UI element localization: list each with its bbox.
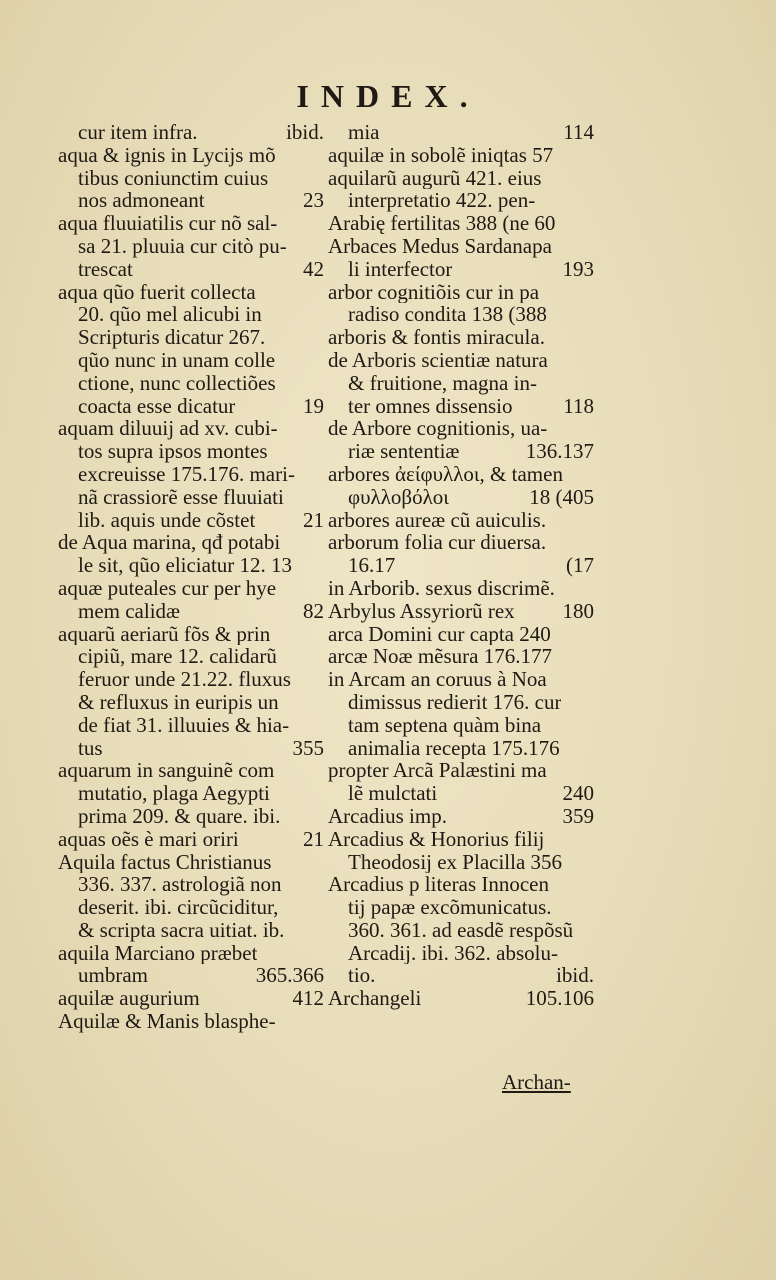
- entry-text: Arbylus Assyriorũ rex: [328, 599, 515, 623]
- index-entry-line: [58, 577, 324, 600]
- entry-text: aquilæ in sobolẽ iniqtas 57: [328, 143, 554, 167]
- page-reference: 18 (405: [529, 485, 594, 509]
- entry-text: interpretatio 422. pen-: [348, 189, 536, 213]
- index-entry-line: [328, 189, 594, 212]
- entry-text: Arbaces Medus Sardanapa: [328, 234, 552, 258]
- entry-text: 16.17: [348, 554, 396, 577]
- index-entry-line: [58, 759, 324, 782]
- page-reference: 42: [303, 257, 324, 281]
- page-reference: 118: [563, 394, 594, 418]
- entry-text: lẽ mulctati: [348, 782, 438, 805]
- index-entry-line: [58, 851, 324, 874]
- entry-text: Theodosij ex Placilla 356: [348, 850, 563, 874]
- index-entry-line: [328, 486, 594, 509]
- entry-text: trescat: [78, 257, 133, 281]
- entry-text: arboris & fontis miracula.: [328, 326, 545, 349]
- page-reference: 82: [303, 599, 324, 623]
- index-entry-line: [58, 600, 324, 623]
- index-entry-line: [328, 577, 594, 600]
- entry-text: aquas oẽs è mari oriri: [58, 827, 239, 851]
- entry-text: de Arbore cognitionis, ua-: [328, 417, 548, 441]
- index-entry-line: [328, 942, 594, 965]
- entry-text: ctione, nunc collectiões: [78, 371, 276, 395]
- index-entry-line: [58, 691, 324, 714]
- index-entry-line: [328, 303, 594, 326]
- index-entry-line: [58, 121, 324, 144]
- index-entry-line: [58, 896, 324, 919]
- index-entry-line: [58, 440, 324, 463]
- entry-text: de Aqua marina, qđ potabi: [58, 531, 281, 555]
- entry-text: le sit, qũo eliciatur 12. 13: [78, 554, 293, 577]
- index-entry-line: [328, 531, 594, 554]
- page-reference: 359: [562, 804, 594, 828]
- entry-text: aquam diluuij ad xv. cubi-: [58, 417, 278, 441]
- index-entry-line: [328, 281, 594, 304]
- index-entry-line: [328, 919, 594, 942]
- page-reference: 21: [303, 508, 324, 532]
- entry-text: excreuisse 175.176. mari-: [78, 462, 295, 486]
- entry-text: propter Arcã Palæstini ma: [328, 759, 547, 783]
- entry-text: animalia recepta 175.176: [348, 736, 560, 760]
- page-reference: 114: [563, 121, 594, 144]
- entry-text: 336. 337. astrologiã non: [78, 873, 282, 897]
- page-reference: 355: [292, 736, 324, 760]
- index-entry-line: [328, 737, 594, 760]
- index-entry-line: [58, 303, 324, 326]
- index-entry-line: [58, 828, 324, 851]
- index-entry-line: [58, 737, 324, 760]
- entry-text: nos admoneant: [78, 189, 205, 213]
- page-reference: ibid.: [556, 964, 594, 988]
- index-entry-line: [328, 645, 594, 668]
- page-reference: 136.137: [525, 440, 594, 463]
- index-entry-line: [58, 554, 324, 577]
- index-entry-line: [328, 167, 594, 190]
- entry-text: tos supra ipsos montes: [78, 440, 268, 463]
- index-entry-line: [58, 987, 324, 1010]
- entry-text: mia: [348, 121, 380, 144]
- index-entry-line: [328, 896, 594, 919]
- index-entry-line: [328, 691, 594, 714]
- entry-text: coacta esse dicatur: [78, 394, 236, 418]
- index-entry-line: [58, 212, 324, 235]
- index-entry-line: [58, 873, 324, 896]
- entry-text: nã crassiorẽ esse fluuiati: [78, 485, 284, 509]
- index-entry-line: [328, 509, 594, 532]
- entry-text: arborum folia cur diuersa.: [328, 531, 547, 555]
- index-entry-line: [58, 964, 324, 987]
- index-entry-line: [328, 851, 594, 874]
- entry-text: arbor cognitiõis cur in pa: [328, 280, 540, 304]
- index-entry-line: [58, 782, 324, 805]
- index-entry-line: [58, 235, 324, 258]
- index-entry-line: [328, 463, 594, 486]
- index-entry-line: [58, 144, 324, 167]
- index-entry-line: [328, 326, 594, 349]
- index-entry-line: [328, 668, 594, 691]
- index-entry-line: [58, 942, 324, 965]
- catchword: Archan-: [502, 1070, 571, 1094]
- index-entry-line: [58, 805, 324, 828]
- index-entry-line: [328, 987, 594, 1010]
- index-entry-line: [58, 509, 324, 532]
- page-reference: 105.106: [525, 987, 594, 1011]
- entry-text: Arcadius p literas Innocen: [328, 873, 550, 897]
- right-index-column: [328, 121, 594, 1010]
- index-entry-line: [58, 326, 324, 349]
- entry-text: umbram: [78, 964, 148, 988]
- left-index-column: [58, 121, 324, 1033]
- index-entry-line: [328, 600, 594, 623]
- entry-text: riæ sententiæ: [348, 440, 460, 463]
- entry-text: arca Domini cur capta 240: [328, 622, 551, 646]
- entry-text: tam septena quàm bina: [348, 713, 542, 737]
- index-entry-line: [58, 531, 324, 554]
- entry-text: sa 21. pluuia cur citò pu-: [78, 234, 287, 258]
- index-entry-line: [328, 964, 594, 987]
- page-reference: 23: [303, 189, 324, 213]
- index-entry-line: [58, 372, 324, 395]
- entry-text: radiso condita 138 (388: [348, 303, 547, 327]
- entry-text: de Arboris scientiæ natura: [328, 348, 548, 372]
- index-entry-line: [58, 714, 324, 737]
- entry-text: mem calidæ: [78, 599, 181, 623]
- entry-text: Scripturis dicatur 267.: [78, 326, 266, 349]
- index-entry-line: [328, 759, 594, 782]
- index-entry-line: [58, 486, 324, 509]
- entry-text: lib. aquis unde cõstet: [78, 508, 256, 532]
- index-entry-line: [58, 167, 324, 190]
- index-entry-line: [328, 395, 594, 418]
- index-entry-line: [328, 235, 594, 258]
- entry-text: prima 209. & quare. ibi.: [78, 804, 281, 828]
- entry-text: Aquilæ & Manis blasphe-: [58, 1010, 276, 1033]
- index-entry-line: [328, 440, 594, 463]
- index-entry-line: [58, 189, 324, 212]
- entry-text: & scripta sacra uitiat. ib.: [78, 918, 285, 942]
- entry-text: li interfector: [348, 257, 453, 281]
- entry-text: Aquila factus Christianus: [58, 850, 272, 874]
- index-entry-line: [328, 805, 594, 828]
- index-entry-line: [58, 395, 324, 418]
- entry-text: Archangeli: [328, 987, 422, 1011]
- entry-text: ter omnes dissensio: [348, 394, 513, 418]
- entry-text: arcæ Noæ mẽsura 176.177: [328, 645, 552, 669]
- entry-text: aqua qũo fuerit collecta: [58, 280, 256, 304]
- entry-text: aquila Marciano præbet: [58, 941, 258, 965]
- entry-text: de fiat 31. illuuies & hia-: [78, 713, 290, 737]
- index-entry-line: [58, 1010, 324, 1033]
- entry-text: feruor unde 21.22. fluxus: [78, 668, 291, 691]
- page-reference: ibid.: [286, 121, 324, 144]
- entry-text: tibus coniunctim cuius: [78, 166, 269, 190]
- index-entry-line: [328, 212, 594, 235]
- page-reference: 180: [562, 599, 594, 623]
- entry-text: tij papæ excõmunicatus.: [348, 896, 552, 919]
- entry-text: 20. qũo mel alicubi in: [78, 303, 262, 327]
- index-entry-line: [328, 873, 594, 896]
- index-entry-line: [328, 828, 594, 851]
- entry-text: arbores ἀείφυλλοι, & tamen: [328, 462, 563, 486]
- index-entry-line: [328, 372, 594, 395]
- entry-text: aquarũ aeriarũ fõs & prin: [58, 622, 271, 646]
- entry-text: Arcadius & Honorius filij: [328, 827, 545, 851]
- entry-text: aquæ puteales cur per hye: [58, 576, 277, 600]
- entry-text: dimissus redierit 176. cur: [348, 690, 562, 714]
- entry-text: tio.: [348, 964, 376, 988]
- entry-text: aquilæ augurium: [58, 987, 200, 1011]
- index-entry-line: [328, 258, 594, 281]
- page-reference: 365.366: [255, 964, 324, 988]
- index-entry-line: [328, 417, 594, 440]
- entry-text: aqua & ignis in Lycijs mõ: [58, 143, 276, 167]
- page-reference: 193: [562, 257, 594, 281]
- index-entry-line: [58, 281, 324, 304]
- entry-text: 360. 361. ad easdẽ respõsũ: [348, 918, 574, 942]
- index-entry-line: [328, 782, 594, 805]
- index-entry-line: [328, 121, 594, 144]
- entry-text: Arabię fertilitas 388 (ne 60: [328, 212, 556, 235]
- index-entry-line: [328, 144, 594, 167]
- index-entry-line: [58, 919, 324, 942]
- entry-text: in Arcam an coruus à Noa: [328, 668, 547, 691]
- entry-text: aqua fluuiatilis cur nõ sal-: [58, 212, 278, 235]
- entry-text: aquarum in sanguinẽ com: [58, 759, 275, 783]
- entry-text: cur item infra.: [78, 121, 198, 144]
- index-entry-line: [58, 645, 324, 668]
- index-entry-line: [58, 417, 324, 440]
- page-reference: 240: [562, 782, 594, 805]
- entry-text: in Arborib. sexus discrimẽ.: [328, 576, 555, 600]
- entry-text: arbores aureæ cũ auiculis.: [328, 508, 547, 532]
- page-reference: 412: [292, 987, 324, 1011]
- entry-text: Arcadij. ibi. 362. absolu-: [348, 941, 558, 965]
- index-entry-line: [328, 554, 594, 577]
- page-reference: 19: [303, 394, 324, 418]
- entry-text: & fruitione, magna in-: [348, 371, 537, 395]
- entry-text: & refluxus in euripis un: [78, 690, 279, 714]
- index-entry-line: [328, 623, 594, 646]
- entry-text: φυλλοβόλοι: [348, 485, 449, 509]
- index-entry-line: [58, 349, 324, 372]
- entry-text: qũo nunc in unam colle: [78, 348, 276, 372]
- entry-text: tus: [78, 736, 103, 760]
- entry-text: cipiũ, mare 12. calidarũ: [78, 645, 277, 669]
- entry-text: aquilarũ augurũ 421. eius: [328, 166, 542, 190]
- index-entry-line: [58, 258, 324, 281]
- page-reference: 21: [303, 827, 324, 851]
- index-entry-line: [58, 623, 324, 646]
- entry-text: deserit. ibi. circũciditur,: [78, 896, 279, 919]
- index-entry-line: [328, 714, 594, 737]
- entry-text: mutatio, plaga Aegypti: [78, 782, 270, 805]
- index-entry-line: [328, 349, 594, 372]
- page-reference: (17: [566, 554, 594, 577]
- page-title: INDEX.: [296, 78, 480, 114]
- index-entry-line: [58, 668, 324, 691]
- index-entry-line: [58, 463, 324, 486]
- entry-text: Arcadius imp.: [328, 804, 447, 828]
